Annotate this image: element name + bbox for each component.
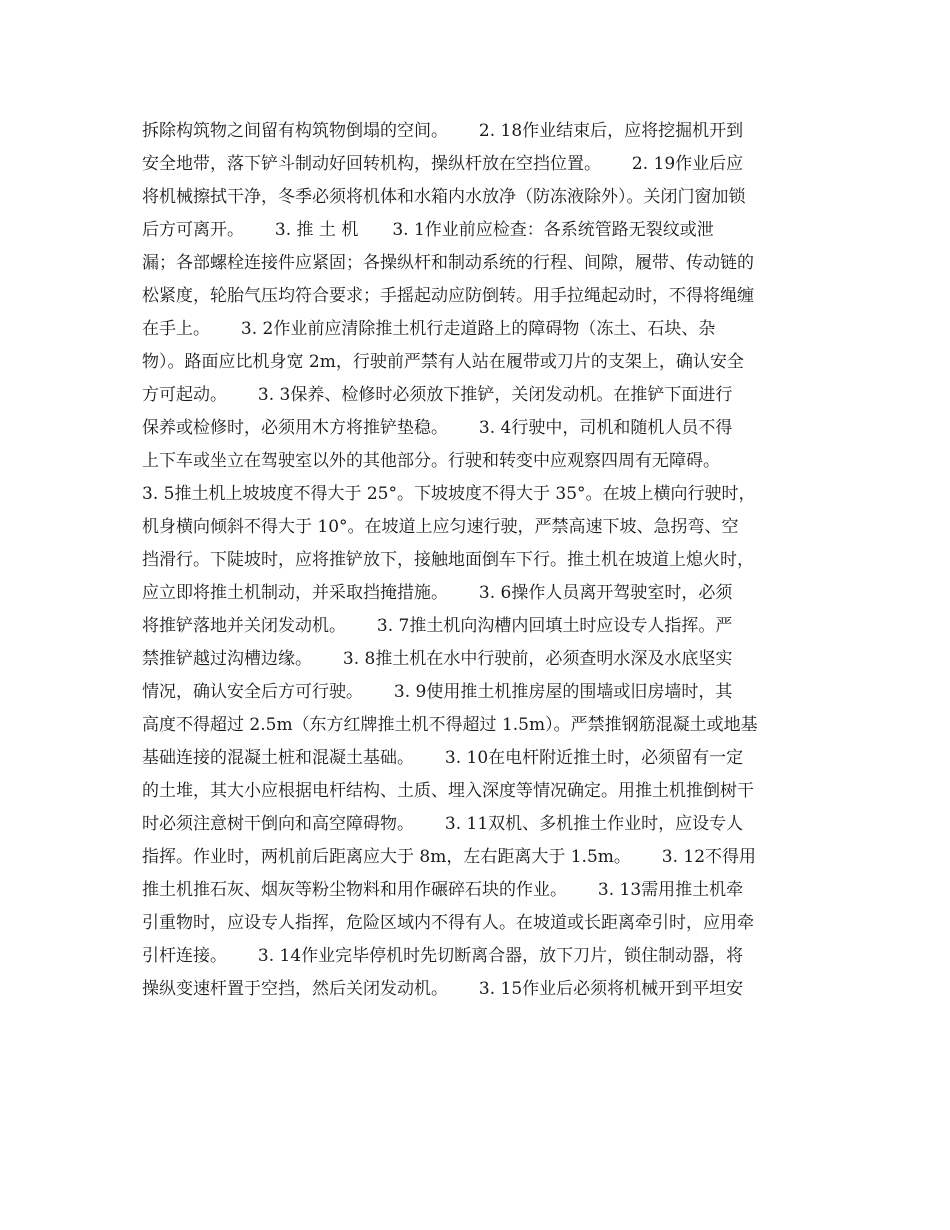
text-line: 的土堆，其大小应根据电杆结构、土质、埋入深度等情况确定。用推土机推倒树干 <box>142 781 754 801</box>
text-line: 应立即将推土机制动，并采取挡掩措施。 3. 6操作人员离开驾驶室时，必须 <box>142 583 733 603</box>
text-line: 挡滑行。下陡坡时，应将推铲放下，接触地面倒车下行。推土机在坡道上熄火时， <box>142 550 754 570</box>
text-line: 高度不得超过 2.5m（东方红牌推土机不得超过 1.5m）。严禁推钢筋混凝土或地基 <box>142 715 758 735</box>
text-line: 漏；各部螺栓连接件应紧固；各操纵杆和制动系统的行程、间隙，履带、传动链的 <box>142 253 754 273</box>
text-line: 机身横向倾斜不得大于 10°。在坡道上应匀速行驶，严禁高速下坡、急拐弯、空 <box>142 517 739 537</box>
text-line: 引重物时，应设专人指挥，危险区域内不得有人。在坡道或长距离牵引时，应用牵 <box>142 913 754 933</box>
text-line: 将推铲落地并关闭发动机。 3. 7推土机向沟槽内回填土时应设专人指挥。严 <box>142 616 733 636</box>
text-line: 后方可离开。 3. 推 土 机 3. 1作业前应检查：各系统管路无裂纹或泄 <box>142 220 714 240</box>
text-line: 情况，确认安全后方可行驶。 3. 9使用推土机推房屋的围墙或旧房墙时，其 <box>142 682 733 702</box>
text-line: 物）。路面应比机身宽 2m，行驶前严禁有人站在履带或刀片的支架上，确认安全 <box>142 352 744 372</box>
text-line: 基础连接的混凝土桩和混凝土基础。 3. 10在电杆附近推土时，必须留有一定 <box>142 748 744 768</box>
text-line: 安全地带，落下铲斗制动好回转机构，操纵杆放在空挡位置。 2. 19作业后应 <box>142 154 744 174</box>
text-line: 将机械擦拭干净，冬季必须将机体和水箱内水放净（防冻液除外）。关闭门窗加锁 <box>142 187 746 207</box>
text-line: 上下车或坐立在驾驶室以外的其他部分。行驶和转变中应观察四周有无障碍。 <box>142 451 720 471</box>
text-line: 保养或检修时，必须用木方将推铲垫稳。 3. 4行驶中，司机和随机人员不得 <box>142 418 733 438</box>
text-line: 时必须注意树干倒向和高空障碍物。 3. 11双机、多机推土作业时，应设专人 <box>142 814 744 834</box>
text-line: 方可起动。 3. 3保养、检修时必须放下推铲，关闭发动机。在推铲下面进行 <box>142 385 733 405</box>
text-line: 松紧度，轮胎气压均符合要求；手摇起动应防倒转。用手拉绳起动时，不得将绳缠 <box>142 286 754 306</box>
text-line: 拆除构筑物之间留有构筑物倒塌的空间。 2. 18作业结束后，应将挖掘机开到 <box>142 121 744 141</box>
text-line: 在手上。 3. 2作业前应清除推土机行走道路上的障碍物（冻土、石块、杂 <box>142 319 716 339</box>
body-text <box>142 115 822 1006</box>
text-line: 指挥。作业时，两机前后距离应大于 8m，左右距离大于 1.5m。 3. 12不得用 <box>142 847 757 867</box>
text-line: 禁推铲越过沟槽边缘。 3. 8推土机在水中行驶前，必须查明水深及水底坚实 <box>142 649 733 669</box>
text-line: 推土机推石灰、烟灰等粉尘物料和用作碾碎石块的作业。 3. 13需用推土机牵 <box>142 880 744 900</box>
text-line: 3. 5推土机上坡坡度不得大于 25°。下坡坡度不得大于 35°。在坡上横向行驶时， <box>142 484 756 504</box>
text-line: 操纵变速杆置于空挡，然后关闭发动机。 3. 15作业后必须将机械开到平坦安 <box>142 979 744 999</box>
text-line: 引杆连接。 3. 14作业完毕停机时先切断离合器，放下刀片，锁住制动器，将 <box>142 946 744 966</box>
